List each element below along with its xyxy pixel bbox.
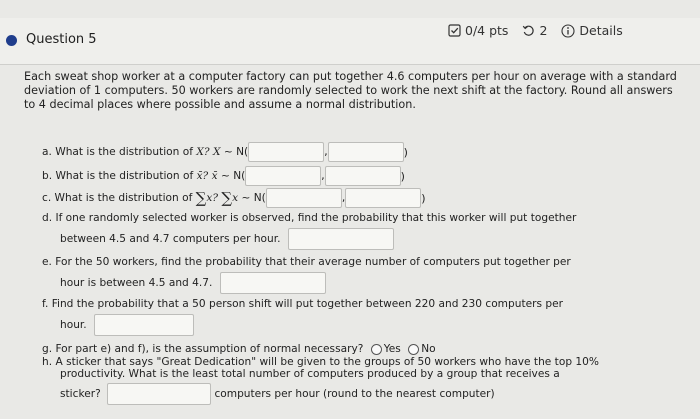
item-h-line2: productivity. What is the least total number of computers produced by a group that receives a xyxy=(60,368,560,380)
item-c-var2: x xyxy=(232,192,239,204)
c-close-paren: ) xyxy=(421,191,426,205)
question-body xyxy=(24,70,684,400)
item-a-dist: ~ N( xyxy=(223,146,249,158)
sum-symbol: ∑ xyxy=(195,189,207,207)
item-b-var2: x̄ xyxy=(211,170,218,182)
item-a-var: X? xyxy=(196,146,210,158)
question-intro: Each sweat shop worker at a computer factory can put together 4.6 computers per hour on average with a standard deviation of 1 computers. 50 workers are randomly selected to work the next shift at the factory. Round all answers to 4 decimal places where possible and assume a normal distribution. xyxy=(24,70,677,111)
item-h-line1: h. A sticker that says "Great Dedication" will be given to the groups of 50 workers who have the top 10% xyxy=(42,356,599,368)
item-h-suffix: computers per hour (round to the nearest computer) xyxy=(214,388,495,400)
item-b-text: b. What is the distribution of xyxy=(42,170,194,182)
item-a-var2: X xyxy=(212,146,221,158)
a-mean-input[interactable] xyxy=(248,142,324,162)
b-mean-input[interactable] xyxy=(245,166,321,186)
item-c xyxy=(42,188,425,208)
item-b-dist: ~ N( xyxy=(220,170,246,182)
item-c-text: c. What is the distribution of xyxy=(42,192,193,204)
a-comma: , xyxy=(324,146,328,158)
item-b xyxy=(42,166,405,186)
details-link[interactable]: Details xyxy=(579,23,623,38)
item-e-line1: e. For the 50 workers, find the probability that their average number of computers put together per xyxy=(42,256,571,268)
item-d-line1: d. If one randomly selected worker is observed, find the probability that this worker will put together xyxy=(42,212,577,224)
attempts-count: 2 xyxy=(539,23,548,38)
info-icon[interactable] xyxy=(561,24,575,38)
question-title: Question 5 xyxy=(26,32,97,47)
item-d-line2: between 4.5 and 4.7 computers per hour. xyxy=(60,233,281,245)
a-close-paren: ) xyxy=(403,145,408,159)
question-status-dot xyxy=(6,35,17,46)
d-answer-input[interactable] xyxy=(288,228,394,250)
item-g-text: g. For part e) and f), is the assumption of normal necessary? xyxy=(42,343,364,355)
g-yes-label: Yes xyxy=(383,343,401,355)
b-sd-input[interactable] xyxy=(325,166,401,186)
g-no-label: No xyxy=(421,343,436,355)
c-sd-input[interactable] xyxy=(345,188,421,208)
item-a-text: a. What is the distribution of xyxy=(42,146,193,158)
item-f-line2: hour. xyxy=(60,319,87,331)
item-a xyxy=(42,142,408,162)
c-mean-input[interactable] xyxy=(266,188,342,208)
e-answer-input[interactable] xyxy=(220,272,326,294)
item-d xyxy=(42,212,576,250)
item-f xyxy=(42,298,563,336)
g-no-radio[interactable] xyxy=(408,344,419,355)
question-meta xyxy=(448,23,623,38)
item-g xyxy=(42,343,436,355)
item-h-line3: sticker? xyxy=(60,388,101,400)
item-e-line2: hour is between 4.5 and 4.7. xyxy=(60,277,213,289)
c-comma: , xyxy=(341,192,346,204)
b-comma: , xyxy=(321,170,325,182)
item-e xyxy=(42,256,571,294)
score-check-icon xyxy=(448,24,461,37)
h-answer-input[interactable] xyxy=(107,383,211,405)
item-c-dist: ~ N( xyxy=(241,192,266,204)
b-close-paren: ) xyxy=(400,169,405,183)
item-b-var: x̄? xyxy=(196,170,209,182)
sum-symbol-2: ∑ xyxy=(221,189,233,207)
item-c-var: x? xyxy=(206,192,219,204)
g-yes-radio[interactable] xyxy=(371,344,382,355)
item-f-line1: f. Find the probability that a 50 person shift will put together between 220 and 230 computers per xyxy=(42,298,563,310)
retry-icon xyxy=(522,24,535,37)
a-sd-input[interactable] xyxy=(328,142,404,162)
item-h xyxy=(42,356,599,405)
score-text: 0/4 pts xyxy=(465,23,509,38)
f-answer-input[interactable] xyxy=(94,314,194,336)
question-header xyxy=(0,18,700,65)
